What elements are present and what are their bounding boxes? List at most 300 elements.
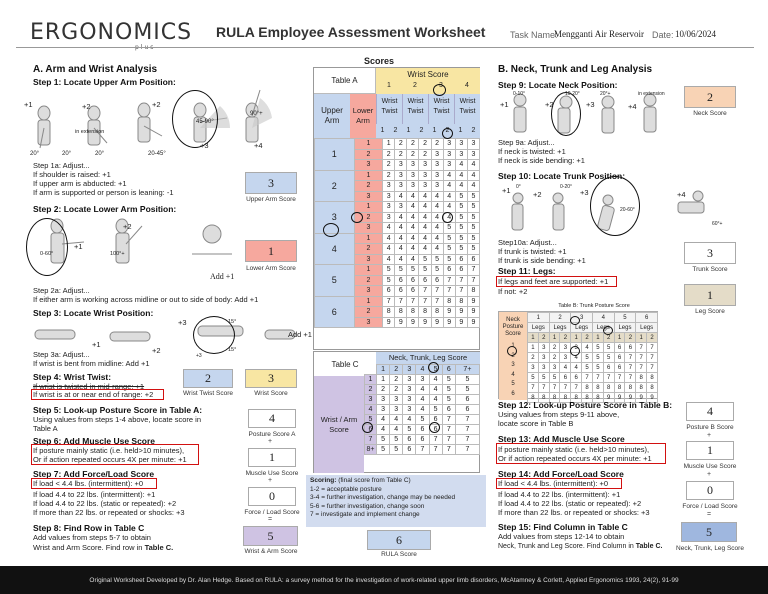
table-cell: 5	[383, 265, 395, 276]
table-cell: 4	[390, 425, 403, 435]
table-cell: 7	[538, 383, 549, 393]
table-cell: 3	[407, 181, 419, 192]
fig-label: +3	[586, 100, 595, 109]
ergonomics-logo: ERGONOMICS	[30, 20, 193, 45]
leg-col: 2	[538, 333, 549, 343]
fig-label: +1	[500, 100, 509, 109]
step12-title: Step 12: Look-up Posture Score in Table B:	[498, 400, 673, 410]
table-a-upper-arm-header: Upper Arm	[314, 94, 350, 138]
table-cell: 5	[467, 244, 479, 255]
table-cell: 9	[455, 307, 467, 318]
table-cell: 9	[395, 317, 407, 328]
table-cell: 4	[429, 375, 442, 385]
neck-trunk-leg-score-box[interactable]: 5	[681, 522, 737, 542]
table-cell: 3	[538, 363, 549, 373]
table-cell: 3	[528, 363, 539, 373]
table-header-cell: 5	[429, 365, 442, 375]
step9-line1: If neck is twisted: +1	[498, 147, 566, 156]
step5-title: Step 5: Look-up Posture Score in Table A:	[33, 405, 203, 415]
equals-sign: =	[707, 511, 712, 518]
date-value[interactable]: 10/06/2024	[675, 29, 717, 39]
table-cell: 5	[455, 375, 479, 385]
table-cell: 4	[571, 353, 582, 363]
twist-col: 2	[419, 127, 424, 134]
table-cell: 4	[443, 202, 455, 213]
task-name-value[interactable]: Mengganti Air Reservoir	[554, 29, 644, 39]
table-cell: 5	[429, 405, 442, 415]
row-header-cell: 7	[365, 435, 377, 445]
neck-row-label: 6	[499, 390, 527, 400]
wrist-twist-header: Wrist Twist	[454, 94, 480, 124]
step4-line1: If wrist is twisted in mid-range: +1	[33, 382, 145, 391]
neck-row-label: 3	[499, 361, 527, 371]
neck-row-label: 5	[499, 380, 527, 390]
table-cell: 2	[377, 385, 390, 395]
leg-col: 2	[560, 333, 571, 343]
table-cell: 8	[582, 393, 593, 403]
table-cell: 7	[625, 353, 636, 363]
leg-col: 2	[625, 333, 636, 343]
table-header-cell: 2	[549, 313, 571, 323]
fig-label: 20°	[30, 151, 40, 157]
table-cell: 5	[538, 373, 549, 383]
table-cell: 7	[467, 275, 479, 286]
table-cell: 8	[647, 383, 658, 393]
step4-title: Step 4: Wrist Twist:	[33, 372, 112, 382]
table-cell: 5	[467, 202, 479, 213]
wrist-twist-header: Wrist Twist	[428, 94, 454, 124]
fig-label: 20°	[62, 151, 72, 157]
table-cell: 7	[582, 373, 593, 383]
table-cell: 4	[416, 395, 429, 405]
table-cell: 7	[455, 435, 479, 445]
table-cell: 5	[383, 275, 395, 286]
table-cell: 5	[442, 375, 455, 385]
row-header-cell: 5	[365, 415, 377, 425]
row-header-cell: 2	[365, 385, 377, 395]
section-b-title: B. Neck, Trunk and Leg Analysis	[498, 64, 653, 75]
table-cell: 4	[429, 385, 442, 395]
table-row	[315, 296, 480, 307]
table-cell: 3	[431, 181, 443, 192]
table-cell: 2	[407, 149, 419, 160]
rula-score-box[interactable]: 6	[367, 530, 431, 550]
selected-circle	[603, 326, 613, 335]
table-cell: 4	[419, 212, 431, 223]
table-cell: 7	[443, 275, 455, 286]
table-a-body	[314, 138, 480, 328]
table-cell: 4	[443, 170, 455, 181]
table-cell: 6	[403, 445, 416, 455]
fig-label: 10-20°	[565, 91, 580, 97]
table-row	[528, 323, 658, 333]
step7-line1: If load < 4.4 lbs. (intermittent): +0	[31, 478, 157, 489]
fig-label: +4	[254, 141, 263, 150]
table-cell: 4	[419, 244, 431, 255]
table-cell: 3	[538, 353, 549, 363]
table-cell: 4	[407, 212, 419, 223]
trunk-score-box[interactable]: 3	[684, 242, 736, 264]
table-cell: 7	[647, 363, 658, 373]
wrist-twist-score-box[interactable]: 2	[183, 369, 233, 388]
twist-col: 2	[471, 127, 476, 134]
table-row	[365, 395, 480, 405]
table-cell: 6	[419, 275, 431, 286]
table-cell: 4	[431, 223, 443, 234]
table-cell: 2	[419, 149, 431, 160]
table-c-row-label: Wrist / Arm Score	[314, 376, 364, 473]
table-cell: 3	[560, 343, 571, 353]
table-cell: 4	[390, 415, 403, 425]
table-cell: 4	[383, 254, 395, 265]
table-cell: 9	[383, 317, 395, 328]
table-cell: 5	[419, 265, 431, 276]
table-cell: 4	[407, 191, 419, 202]
table-cell: 7	[431, 286, 443, 297]
table-cell: 7	[647, 353, 658, 363]
twist-col: 1	[380, 127, 385, 134]
wrist-col: 4	[465, 82, 469, 89]
table-cell: 4	[395, 233, 407, 244]
table-cell: 9	[431, 317, 443, 328]
table-cell: 6	[395, 275, 407, 286]
table-cell: 2	[419, 139, 431, 150]
table-cell: 7	[442, 425, 455, 435]
table-cell: 5	[455, 191, 467, 202]
table-cell: 2	[407, 139, 419, 150]
table-cell: 4	[455, 181, 467, 192]
step2-title: Step 2: Locate Lower Arm Position:	[33, 204, 177, 214]
fig-label: 60°+	[712, 221, 723, 227]
wrist-col: 1	[387, 82, 391, 89]
table-cell: 5	[467, 233, 479, 244]
step11-line2: If not: +2	[498, 287, 528, 296]
step1-line1: If shoulder is raised: +1	[33, 170, 111, 179]
force-load-score-label: Force / Load Score	[244, 509, 300, 516]
table-cell: 5	[582, 363, 593, 373]
step8-title: Step 8: Find Row in Table C	[33, 523, 145, 533]
table-cell: 8	[625, 383, 636, 393]
muscle-use-b-score-label: Muscle Use Score	[683, 463, 737, 470]
fig-label: +2	[123, 222, 132, 231]
table-cell: 4	[431, 191, 443, 202]
table-cell: 8	[592, 383, 603, 393]
table-cell: 8	[395, 307, 407, 318]
table-cell: 7	[467, 265, 479, 276]
table-cell: 6	[455, 395, 479, 405]
table-header-cell: 2	[390, 365, 403, 375]
table-cell: 6	[407, 275, 419, 286]
table-cell: 4	[429, 395, 442, 405]
leg-score-box[interactable]: 1	[684, 284, 736, 306]
step1-adjust: Step 1a: Adjust...	[33, 161, 90, 170]
fig-label: +2	[82, 102, 91, 111]
table-cell: 1	[383, 139, 395, 150]
table-cell: 5	[592, 363, 603, 373]
twist-col: 1	[406, 127, 411, 134]
header-divider	[16, 47, 754, 48]
wrist-score-box[interactable]: 3	[245, 369, 297, 388]
table-cell: 9	[625, 393, 636, 403]
table-cell: 5	[443, 254, 455, 265]
muscle-use-score-label: Muscle Use Score	[245, 470, 299, 477]
table-cell: 7	[625, 363, 636, 373]
table-cell: 4	[431, 202, 443, 213]
table-cell: 3	[560, 353, 571, 363]
table-cell: 9	[443, 307, 455, 318]
step10-line1: If trunk is twisted: +1	[498, 247, 567, 256]
table-cell: 4	[467, 181, 479, 192]
leg-col: 1	[592, 333, 603, 343]
table-cell: 5	[467, 191, 479, 202]
table-header-cell: 6	[442, 365, 455, 375]
wrist-twist-score-label: Wrist Twist Score	[183, 390, 233, 397]
fig-label: +3	[178, 318, 187, 327]
table-cell: 1	[528, 343, 539, 353]
table-row	[365, 405, 480, 415]
table-cell: 8	[560, 393, 571, 403]
table-cell: 5	[377, 435, 390, 445]
lower-arm-cell: 2	[354, 149, 383, 160]
lower-arm-score-box[interactable]: 1	[245, 240, 297, 262]
table-cell: 5	[549, 373, 560, 383]
force-load-b-score-box[interactable]: 0	[686, 481, 734, 500]
table-cell: 1	[377, 375, 390, 385]
table-row	[365, 385, 480, 395]
fig-label: +2	[533, 190, 542, 199]
muscle-use-score-box[interactable]: 1	[248, 448, 296, 467]
table-cell: 8	[383, 307, 395, 318]
table-cell: 7	[429, 445, 442, 455]
table-cell: 7	[528, 383, 539, 393]
step8-line1: Add values from steps 5-7 to obtain	[33, 533, 151, 542]
twist-col: 1	[458, 127, 463, 134]
upper-arm-score-label: Upper Arm Score	[246, 196, 296, 203]
table-c-body	[364, 364, 480, 455]
plus-sign: +	[268, 477, 273, 484]
fig-label: 20-60°	[620, 207, 635, 213]
table-cell: 8	[603, 383, 614, 393]
wrist-figures	[30, 318, 310, 354]
task-name-label: Task Name:	[510, 30, 558, 40]
selected-circle	[351, 212, 363, 223]
table-cell: 8	[636, 383, 647, 393]
table-header-cell: 4	[416, 365, 429, 375]
fig-label: 0°	[516, 184, 521, 190]
posture-b-score-box[interactable]: 4	[686, 402, 734, 421]
step2-adjust: Step 2a: Adjust...	[33, 286, 90, 295]
posture-score-a-box[interactable]: 4	[248, 409, 296, 428]
table-cell: 7	[429, 435, 442, 445]
row-header-cell: 8+	[365, 445, 377, 455]
table-cell: 6	[431, 275, 443, 286]
table-cell: 6	[467, 254, 479, 265]
step10-adjust: Step10a: Adjust...	[498, 238, 557, 247]
neck-score-box[interactable]: 2	[684, 86, 736, 108]
fig-label: +1	[74, 242, 83, 251]
table-cell: 4	[467, 160, 479, 171]
table-b-title: Table B: Trunk Posture Score	[558, 303, 630, 309]
table-cell: 8	[582, 383, 593, 393]
fig-label: +4	[677, 190, 686, 199]
table-cell: 7	[383, 296, 395, 307]
step9-adjust: Step 9a: Adjust...	[498, 138, 555, 147]
table-cell: 4	[571, 363, 582, 373]
table-cell: 6	[416, 435, 429, 445]
leg-col: 1	[636, 333, 647, 343]
table-cell: 7	[636, 343, 647, 353]
twist-col: 2	[445, 127, 450, 134]
step7-title: Step 7: Add Force/Load Score	[33, 469, 155, 479]
fig-label: in extension	[638, 91, 665, 97]
step15-title: Step 15: Find Column in Table C	[498, 522, 628, 532]
step5-line1: Using values from steps 1-4 above, locate score in	[33, 415, 201, 424]
table-cell: 5	[455, 233, 467, 244]
fig-label: 0-20°	[560, 184, 573, 190]
fig-label: 0-10°	[513, 91, 526, 97]
force-load-score-box[interactable]: 0	[248, 487, 296, 506]
table-cell: 9	[614, 393, 625, 403]
selected-circle	[442, 212, 453, 223]
table-header-cell: 1	[528, 313, 550, 323]
step6-line1: If posture mainly static (i.e. held>10 minutes),	[33, 446, 185, 455]
equals-sign: =	[268, 516, 273, 523]
table-cell: 3	[571, 343, 582, 353]
table-row	[528, 343, 658, 353]
table-cell: 5	[603, 343, 614, 353]
table-cell: 3	[407, 160, 419, 171]
table-cell: 7	[442, 445, 455, 455]
table-row	[528, 373, 658, 383]
row-header-cell: 6	[365, 425, 377, 435]
wrist-col: 2	[413, 82, 417, 89]
table-cell: 7	[647, 343, 658, 353]
table-cell: 8	[443, 296, 455, 307]
posture-score-a-label: Posture Score A	[248, 431, 296, 438]
table-cell: 6	[614, 343, 625, 353]
step1-line3: If arm is supported or person is leaning: -1	[33, 188, 174, 197]
leg-col: 2	[647, 333, 658, 343]
table-cell: 3	[419, 181, 431, 192]
table-cell: 3	[431, 149, 443, 160]
table-cell: 3	[443, 139, 455, 150]
scoring-legend	[306, 475, 486, 527]
table-cell: 3	[407, 170, 419, 181]
table-cell: 4	[395, 254, 407, 265]
table-cell: 7	[636, 363, 647, 373]
table-cell: 5	[455, 202, 467, 213]
fig-label: +1	[92, 340, 101, 349]
fig-label: in extension	[75, 129, 105, 135]
table-cell: 2	[390, 375, 403, 385]
table-cell: 6	[403, 435, 416, 445]
step15-line2: Neck, Trunk and Leg Score. Find Column in Table C.	[498, 543, 663, 550]
table-cell: 3	[403, 395, 416, 405]
neck-row-label: 2	[499, 352, 527, 362]
table-row	[365, 425, 480, 435]
lower-arm-cell: 1	[354, 265, 383, 276]
scoring-title: Scoring:	[310, 477, 337, 484]
table-cell: 3	[395, 160, 407, 171]
fig-label: +3	[200, 141, 209, 150]
step11-title: Step 11: Legs:	[498, 266, 556, 276]
table-cell: 7	[443, 286, 455, 297]
table-cell: 4	[560, 363, 571, 373]
table-cell: 3	[390, 395, 403, 405]
table-b-body	[527, 312, 658, 403]
page-title: RULA Employee Assessment Worksheet	[216, 24, 486, 40]
muscle-use-b-score-box[interactable]: 1	[686, 441, 734, 460]
lower-arm-cell: 3	[354, 160, 383, 171]
table-cell: 7	[636, 353, 647, 363]
step13-line2: Or if action repeated occurs 4X per minute: +1	[498, 454, 652, 463]
table-cell: 3	[419, 160, 431, 171]
force-load-b-score-label: Force / Load Score	[682, 503, 738, 510]
selected-circle	[442, 128, 453, 139]
wrist-arm-score-box[interactable]: 5	[243, 526, 298, 546]
table-cell: 4	[416, 405, 429, 415]
table-cell: 6	[383, 286, 395, 297]
scoring-title-rest: (final score from Table C)	[338, 477, 411, 484]
table-cell: 3	[395, 181, 407, 192]
step1-title: Step 1: Locate Upper Arm Position:	[33, 77, 176, 87]
table-cell: 3	[403, 375, 416, 385]
upper-arm-score-box[interactable]: 3	[245, 172, 297, 194]
selected-circle	[570, 316, 580, 325]
step12-line1: Using values from steps 9-11 above,	[498, 410, 620, 419]
table-cell: 3	[549, 363, 560, 373]
table-cell: 6	[429, 425, 442, 435]
table-cell: 5	[377, 445, 390, 455]
lower-arm-cell: 3	[354, 317, 383, 328]
table-cell: 6	[571, 373, 582, 383]
table-cell: 7	[571, 383, 582, 393]
upper-arm-cell: 5	[315, 265, 355, 297]
step9-title: Step 9: Locate Neck Position:	[498, 80, 618, 90]
table-row	[365, 445, 480, 455]
fig-label: 15°	[228, 347, 237, 353]
lower-arm-cell: 3	[354, 254, 383, 265]
upper-arm-cell: 4	[315, 233, 355, 265]
table-a-wrist-score-header: Wrist Score	[376, 68, 480, 82]
table-cell: 8	[592, 393, 603, 403]
table-cell: 7	[431, 296, 443, 307]
step8-line2: Wrist and Arm Score. Find row in Table C.	[33, 543, 174, 552]
table-cell: 5	[419, 254, 431, 265]
table-row	[315, 139, 480, 150]
table-cell: 3	[443, 160, 455, 171]
step7-line2: If load 4.4 to 22 lbs. (intermittent): +1	[33, 490, 156, 499]
table-cell: 3	[416, 375, 429, 385]
leg-col: 1	[614, 333, 625, 343]
fig-label: 20°+	[600, 91, 611, 97]
plus-sign: +	[707, 432, 712, 439]
table-cell: 9	[647, 393, 658, 403]
step1-line2: If upper arm is abducted: +1	[33, 179, 127, 188]
posture-b-score-label: Posture B Score	[686, 424, 734, 431]
table-cell: 2	[383, 170, 395, 181]
table-cell: 4	[431, 244, 443, 255]
plus-sign: +	[707, 471, 712, 478]
table-c-header: Neck, Trunk, Leg Score	[376, 352, 480, 364]
legs-header: Legs	[636, 323, 658, 333]
table-cell: 8	[571, 393, 582, 403]
table-cell: 3	[431, 170, 443, 181]
table-a-lower-arm-header: Lower Arm	[350, 94, 376, 138]
leg-col: 2	[582, 333, 593, 343]
table-cell: 9	[467, 317, 479, 328]
fig-label: Add +1	[288, 330, 312, 339]
